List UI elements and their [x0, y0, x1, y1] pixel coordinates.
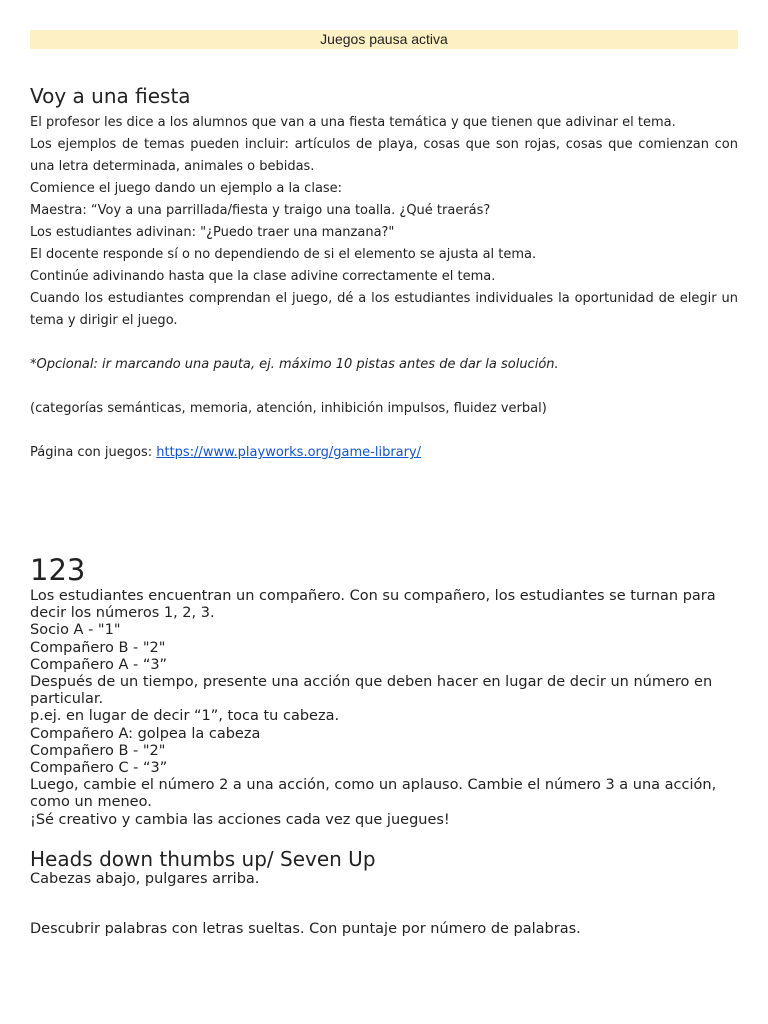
body-line: Los estudiantes encuentran un compañero. Con su compañero, los estudiantes se turnan para decir los números 1, 2, 3.: [30, 588, 716, 622]
paragraph: Continúe adivinando hasta que la clase adivine correctamente el tema.: [30, 269, 496, 284]
document-header-bar: [30, 30, 738, 49]
body-line: Compañero A: golpea la cabeza: [30, 725, 261, 742]
body-line: Socio A - "1": [30, 622, 121, 639]
heads-down-subtitle: Cabezas abajo, pulgares arriba.: [30, 870, 260, 887]
body-line: Compañero C - “3”: [30, 760, 168, 777]
spacer: [30, 376, 738, 398]
spacer: [30, 332, 738, 354]
section-123: [30, 552, 738, 938]
optional-text: Opcional: ir marcando una pauta, ej. máximo 10 pistas antes de dar la solución.: [36, 357, 559, 372]
games-page-label: Página con juegos:: [30, 445, 157, 460]
body-line: ¡Sé creativo y cambia las acciones cada vez que juegues!: [30, 811, 450, 828]
body-line: Compañero B - "2": [30, 639, 166, 656]
paragraph: Los ejemplos de temas pueden incluir: artículos de playa, cosas que son rojas, cosas que comienzan con una letra determinada, animales o bebidas.: [30, 137, 738, 174]
spacer: [30, 888, 738, 921]
paragraph: El docente responde sí o no dependiendo de si el elemento se ajusta al tema.: [30, 247, 537, 262]
optional-note: [30, 354, 738, 376]
document-header-title: Juegos pausa activa: [320, 31, 448, 47]
games-page-line: [30, 442, 738, 464]
body-line: Compañero A - “3”: [30, 656, 168, 673]
paragraph: El profesor les dice a los alumnos que van a una fiesta temática y que tienen que adivinar el tema.: [30, 115, 676, 130]
spacer: [30, 420, 738, 442]
section-heading-fiesta: Voy a una fiesta: [30, 84, 191, 108]
optional-asterisk: *: [30, 357, 37, 372]
paragraph: Los estudiantes adivinan: "¿Puedo traer una manzana?": [30, 225, 395, 240]
paragraph: Cuando los estudiantes comprendan el juego, dé a los estudiantes individuales la oportunidad de elegir un tema y dirigir el juego.: [30, 291, 738, 328]
body-line: Después de un tiempo, presente una acción que deben hacer en lugar de decir un número en particular.: [30, 674, 713, 708]
categories-note: (categorías semánticas, memoria, atención, inhibición impulsos, fluidez verbal): [30, 401, 547, 416]
section-heading-heads-down: Heads down thumbs up/ Seven Up: [30, 846, 376, 871]
body-line: Luego, cambie el número 2 a una acción, como un aplauso. Cambie el número 3 a una acción, como un meneo.: [30, 777, 717, 811]
section-voy-a-una-fiesta: [30, 84, 738, 464]
body-line: Compañero B - "2": [30, 742, 166, 759]
extra-game-line: Descubrir palabras con letras sueltas. Con puntaje por número de palabras.: [30, 921, 581, 938]
games-page-link[interactable]: https://www.playworks.org/game-library/: [156, 445, 422, 460]
paragraph: Maestra: “Voy a una parrillada/fiesta y traigo una toalla. ¿Qué traerás?: [30, 203, 491, 218]
body-line: p.ej. en lugar de decir “1”, toca tu cabeza.: [30, 708, 340, 725]
paragraph: Comience el juego dando un ejemplo a la clase:: [30, 181, 343, 196]
section-heading-123: 123: [30, 553, 86, 587]
